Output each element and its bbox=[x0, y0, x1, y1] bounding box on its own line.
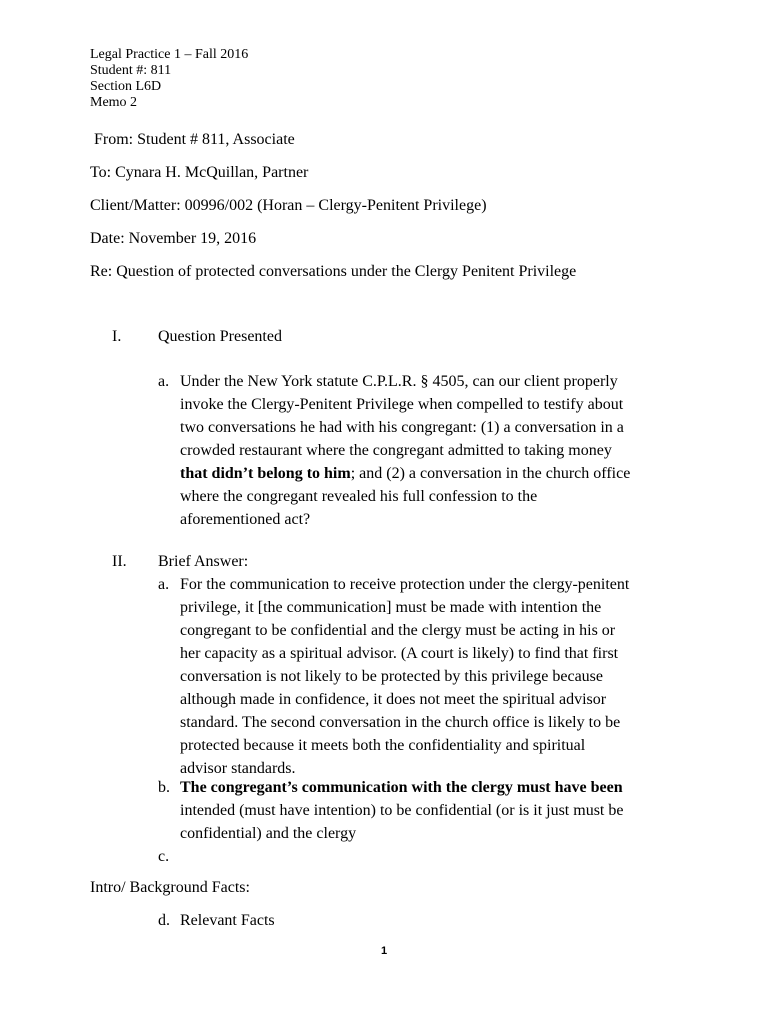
page-number: 1 bbox=[381, 945, 388, 957]
brief-answer-paragraph-b bbox=[180, 776, 700, 845]
section-2-item-a-marker: a. bbox=[158, 576, 170, 593]
memo-re: Re: Question of protected conversations under the Clergy Penitent Privilege bbox=[90, 263, 577, 280]
paragraph-line: crowded restaurant where the congregant admitted to taking money bbox=[180, 442, 612, 459]
section-1-item-a-marker: a. bbox=[158, 373, 170, 390]
paragraph-line: confidential) and the clergy bbox=[180, 825, 357, 842]
paragraph-line: congregant to be confidential and the clergy must be acting in his or bbox=[180, 622, 616, 639]
paragraph-line: although made in confidence, it does not meet the spiritual advisor bbox=[180, 691, 607, 708]
paragraph-line: where the congregant revealed his full confession to the bbox=[180, 488, 538, 505]
section-2-item-b-marker: b. bbox=[158, 779, 170, 796]
relevant-facts-label: Relevant Facts bbox=[180, 912, 275, 929]
paragraph-line: standard. The second conversation in the church office is likely to be bbox=[180, 714, 621, 731]
section-2-numeral: II. bbox=[112, 553, 127, 570]
section-2-heading: Brief Answer: bbox=[158, 553, 249, 570]
line-remainder: ; and (2) a conversation in the church office bbox=[350, 465, 631, 482]
paragraph-line: conversation is not likely to be protected by this privilege because bbox=[180, 668, 603, 685]
paragraph-line: her capacity as a spiritual advisor. (A court is likely) to find that first bbox=[180, 645, 619, 662]
section-2-item-c-marker: c. bbox=[158, 848, 170, 865]
paragraph-line bbox=[180, 776, 700, 799]
memo-date: Date: November 19, 2016 bbox=[90, 230, 257, 247]
paragraph-line: Under the New York statute C.P.L.R. § 4505, can our client properly bbox=[180, 373, 618, 390]
paragraph-line: privilege, it [the communication] must be made with intention the bbox=[180, 599, 602, 616]
paragraph-line: protected because it meets both the confidentiality and spiritual bbox=[180, 737, 586, 754]
paragraph-line bbox=[180, 462, 700, 485]
section-1-heading: Question Presented bbox=[158, 328, 282, 345]
paragraph-line: invoke the Clergy-Penitent Privilege when compelled to testify about bbox=[180, 396, 624, 413]
background-item-d-marker: d. bbox=[158, 912, 170, 929]
section-1-numeral: I. bbox=[112, 328, 122, 345]
memo-number-line: Memo 2 bbox=[90, 95, 138, 110]
paragraph-line: aforementioned act? bbox=[180, 511, 311, 528]
paragraph-line: For the communication to receive protection under the clergy-penitent bbox=[180, 576, 630, 593]
background-heading: Intro/ Background Facts: bbox=[90, 879, 250, 896]
brief-answer-paragraph-a bbox=[180, 573, 700, 780]
memo-from: From: Student # 811, Associate bbox=[94, 131, 295, 148]
memo-client-matter: Client/Matter: 00996/002 (Horan – Clergy-Penitent Privilege) bbox=[90, 197, 487, 214]
question-presented-paragraph bbox=[180, 370, 700, 531]
student-number-line: Student #: 811 bbox=[90, 63, 172, 78]
paragraph-line: advisor standards. bbox=[180, 760, 296, 777]
paragraph-line: intended (must have intention) to be confidential (or is it just must be bbox=[180, 802, 624, 819]
course-line: Legal Practice 1 – Fall 2016 bbox=[90, 47, 249, 62]
bold-phrase: The congregant’s communication with the clergy must have been bbox=[180, 779, 623, 796]
bold-phrase: that didn’t belong to him bbox=[180, 465, 351, 482]
memo-to: To: Cynara H. McQuillan, Partner bbox=[90, 164, 309, 181]
paragraph-line: two conversations he had with his congregant: (1) a conversation in a bbox=[180, 419, 624, 436]
section-line: Section L6D bbox=[90, 79, 162, 94]
